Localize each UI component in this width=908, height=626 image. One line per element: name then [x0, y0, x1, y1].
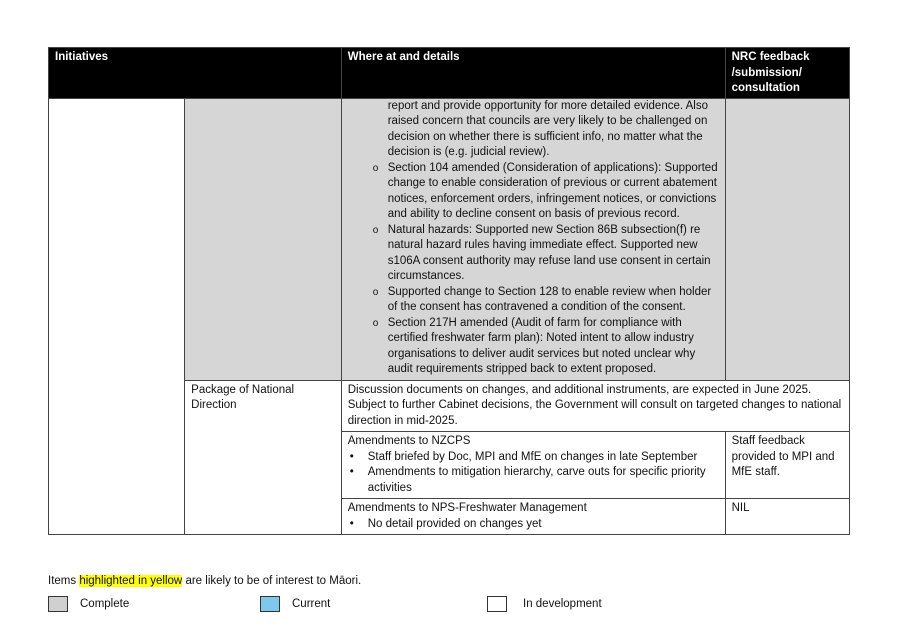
legend-swatch-current: [260, 596, 280, 612]
legend-current: [260, 596, 330, 612]
details-bullet-list: [348, 161, 719, 378]
nps-fw-bullet-list: [348, 517, 719, 533]
legend-swatch-complete: [48, 596, 68, 612]
initiative-cell-empty: [49, 98, 185, 535]
nps-fw-feedback: NIL: [725, 499, 849, 535]
list-item: o Natural hazards: Supported new Section 86B subsection(f) re natural hazard rules having immediate effect. Supported new s106A consent authority may refuse land use consent in certain circumstances.: [372, 223, 711, 282]
header-feedback: NRC feedback /submission/ consultation: [725, 48, 849, 99]
initiatives-table-container: [48, 47, 850, 535]
list-item: • No detail provided on changes yet: [349, 517, 542, 530]
feedback-cell-empty: [725, 98, 849, 380]
legend-swatch-in-development: [487, 596, 507, 612]
continuation-text: report and provide opportunity for more detailed evidence. Also raised concern that councils are very likely to be challenged on decision on whether there is sufficient info, no matter what the decision is (e.g. judicial review).: [387, 99, 708, 158]
list-item: o Supported change to Section 128 to enable review when holder of the consent has contravened a condition of the consent.: [372, 285, 712, 313]
table-row: [49, 98, 850, 380]
details-cell: [341, 98, 725, 380]
list-item: • Staff briefed by Doc, MPI and MfE on changes in late September: [349, 450, 698, 463]
nps-fw-title: Amendments to NPS-Freshwater Management: [347, 502, 587, 514]
nps-fw-details: [341, 499, 725, 535]
legend-label: In development: [523, 598, 602, 610]
nzcps-details: [341, 432, 725, 499]
list-item: • Amendments to mitigation hierarchy, carve outs for specific priority activities: [349, 466, 706, 494]
initiatives-table: [48, 47, 850, 535]
list-item: o Section 104 amended (Consideration of applications): Supported change to enable consideration of previous or current abatement notices, enforcement orders, infringement notices, or convictions and ability to decline consent on basis of previous record.: [372, 161, 718, 220]
header-details: Where at and details: [341, 48, 725, 99]
nzcps-title: Amendments to NZCPS: [347, 435, 471, 447]
nzcps-bullet-list: [348, 450, 719, 497]
sub-initiative-cell-empty: [185, 98, 342, 380]
legend-label: Current: [292, 598, 331, 610]
legend-label: Complete: [80, 598, 130, 610]
national-direction-details: Discussion documents on changes, and additional instruments, are expected in June 2025. Subject to further Cabinet decisions, the Government will consult on targeted changes to national direction in mid-2025.: [341, 380, 849, 432]
national-direction-label: Package of National Direction: [185, 380, 342, 535]
table-header-row: [49, 48, 850, 99]
footnote: Items highlighted in yellow are likely to be of interest to Māori.: [48, 575, 362, 587]
legend-in-development: [487, 596, 602, 612]
highlighted-text: highlighted in yellow: [79, 575, 183, 587]
nzcps-feedback: Staff feedback provided to MPI and MfE staff.: [725, 432, 849, 499]
list-item: o Section 217H amended (Audit of farm for compliance with certified freshwater farm plan): Noted intent to allow industry organisations to deliver audit services but noted unclear why audit requirements stripped back to extent proposed.: [372, 316, 696, 375]
header-initiatives: Initiatives: [49, 48, 342, 99]
legend-complete: [48, 596, 129, 612]
